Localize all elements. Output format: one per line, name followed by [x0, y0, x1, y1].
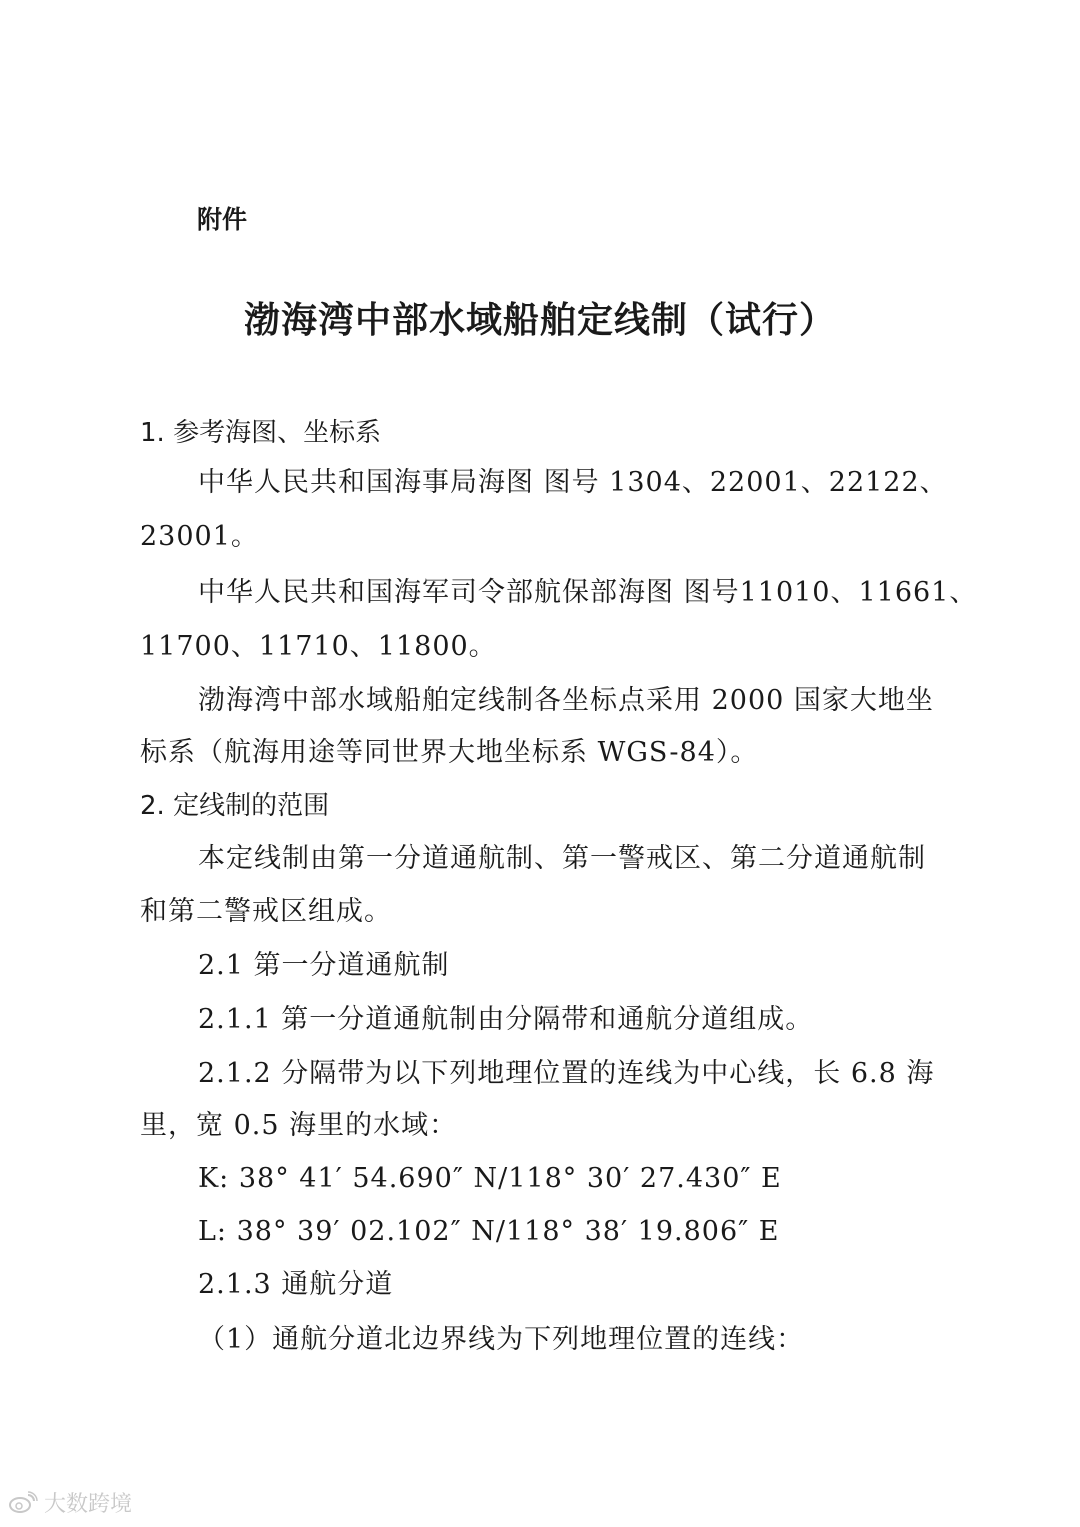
section-1-para-2-line-1: 中华人民共和国海军司令部航保部海图 图号11010、11661、: [198, 577, 978, 608]
section-2-para-1-line-2: 和第二警戒区组成。: [140, 896, 392, 927]
weibo-logo-icon: [8, 1491, 38, 1515]
subsection-2-1-3-item-1: （1）通航分道北边界线为下列地理位置的连线：: [198, 1324, 805, 1355]
section-1-para-1-line-2: 23001。: [140, 521, 259, 552]
watermark-text: 大数跨境: [44, 1492, 133, 1517]
subsection-2-1: 2.1 第一分道通航制: [198, 950, 450, 981]
section-2-para-1-line-1: 本定线制由第一分道通航制、第一警戒区、第二分道通航制: [198, 843, 926, 874]
subsection-2-1-2-line-1: 2.1.2 分隔带为以下列地理位置的连线为中心线，长 6.8 海: [198, 1058, 935, 1089]
section-2-heading: 2. 定线制的范围: [140, 791, 330, 821]
subsection-2-1-3: 2.1.3 通航分道: [198, 1269, 394, 1300]
section-1-para-2-line-2: 11700、11710、11800。: [140, 631, 497, 662]
subsection-2-1-2-line-2: 里，宽 0.5 海里的水域：: [140, 1110, 458, 1141]
coordinate-point-l: L: 38° 39′ 02.102″ N/118° 38′ 19.806″ E: [198, 1216, 780, 1247]
section-1-para-3-line-1: 渤海湾中部水域船舶定线制各坐标点采用 2000 国家大地坐: [198, 685, 934, 716]
watermark: [8, 1487, 132, 1518]
coordinate-point-k: K: 38° 41′ 54.690″ N/118° 30′ 27.430″ E: [198, 1163, 782, 1194]
section-1-heading: 1. 参考海图、坐标系: [140, 418, 382, 448]
attachment-label: 附件: [197, 205, 248, 234]
document-title: 渤海湾中部水域船舶定线制（试行）: [243, 300, 836, 341]
subsection-2-1-1: 2.1.1 第一分道通航制由分隔带和通航分道组成。: [198, 1004, 814, 1035]
section-1-para-3-line-2: 标系（航海用途等同世界大地坐标系 WGS-84）。: [140, 737, 759, 768]
section-1-para-1-line-1: 中华人民共和国海事局海图 图号 1304、22001、22122、: [198, 467, 948, 498]
